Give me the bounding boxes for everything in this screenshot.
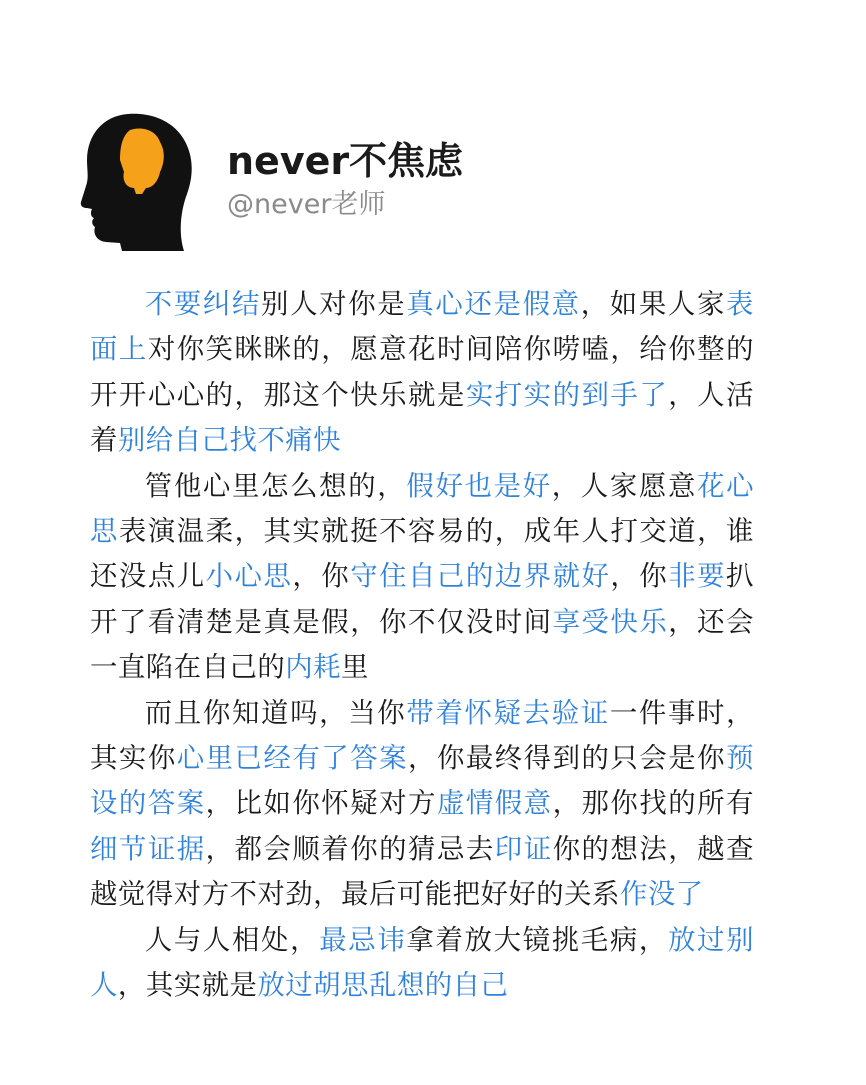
text-segment: 拿着放大镜挑毛病， (406, 924, 668, 956)
text-segment: ，人活着 (90, 379, 754, 457)
highlighted-phrase: 放过胡思乱想的自己 (257, 970, 509, 1002)
highlighted-phrase: 心里已经有了答案 (176, 743, 409, 775)
highlighted-phrase: 放过别人 (90, 924, 754, 1002)
text-segment: ，你 (292, 561, 351, 593)
text-segment: 人与人相处， (144, 924, 320, 956)
highlighted-phrase: 实打实的到手了 (465, 379, 669, 411)
highlighted-phrase: 小心思 (205, 561, 293, 593)
text-segment: 表演温柔，其实就挺不容易的，成年人打交道，谁还没点儿 (90, 516, 754, 593)
text-segment: 扒开了看清楚是真是假，你不仅没时间 (90, 561, 754, 638)
highlighted-phrase: 细节证据 (90, 833, 206, 865)
text-segment: 管他心里怎么想的， (144, 470, 407, 502)
text-segment: 里 (341, 652, 369, 684)
highlighted-phrase: 内耗 (285, 652, 342, 684)
highlighted-phrase: 享受快乐 (552, 606, 669, 638)
author-name[interactable]: never不焦虑 (227, 139, 464, 183)
paragraph (90, 691, 754, 918)
highlighted-phrase: 印证 (494, 833, 553, 865)
text-segment: ，那你找的所有 (552, 788, 754, 820)
text-segment: 你的想法，越查越觉得对方不对劲，最后可能把好好的关系 (90, 833, 754, 911)
highlighted-phrase: 预设的答案 (90, 743, 754, 820)
paragraph (90, 918, 754, 1009)
post-body (90, 282, 754, 1009)
text-segment: 别人对你是 (261, 289, 407, 320)
text-segment: ，人家愿意 (551, 470, 698, 502)
author-header (80, 112, 780, 262)
highlighted-phrase: 虚情假意 (436, 788, 553, 820)
text-segment: ，你最终得到的只会是你 (408, 743, 727, 775)
paragraph (90, 464, 754, 691)
text-segment: ，都会顺着你的猜忌去 (205, 833, 495, 865)
paragraph (90, 282, 754, 464)
highlighted-phrase: 非要 (668, 561, 727, 593)
text-segment: ，如果人家 (580, 289, 727, 320)
text-segment: 而且你知道吗，当你 (144, 697, 407, 729)
text-segment: ，比如你怀疑对方 (205, 788, 437, 820)
highlighted-phrase: 假好也是好 (406, 470, 552, 502)
text-segment: ，你 (610, 561, 669, 593)
text-segment: 一件事时，其实你 (90, 697, 754, 775)
author-handle[interactable]: @never老师 (227, 189, 386, 220)
highlighted-phrase: 带着怀疑去验证 (406, 697, 610, 729)
highlighted-phrase: 作没了 (619, 879, 704, 911)
highlighted-phrase: 不要纠结 (144, 289, 262, 320)
highlighted-phrase: 表面上 (90, 289, 754, 366)
highlighted-phrase: 最忌讳 (319, 924, 407, 956)
highlighted-phrase: 花心思 (90, 470, 754, 548)
head-with-brain-icon[interactable] (80, 112, 192, 252)
text-segment: 对你笑眯眯的，愿意花时间陪你唠嗑，给你整的开开心心的，那这个快乐就是 (90, 334, 754, 411)
text-segment: ，还会一直陷在自己的 (90, 606, 754, 684)
highlighted-phrase: 真心还是假意 (406, 289, 581, 320)
highlighted-phrase: 守住自己的边界就好 (350, 561, 611, 593)
text-segment: ，其实就是 (117, 970, 258, 1002)
highlighted-phrase: 别给自己找不痛快 (117, 425, 342, 457)
